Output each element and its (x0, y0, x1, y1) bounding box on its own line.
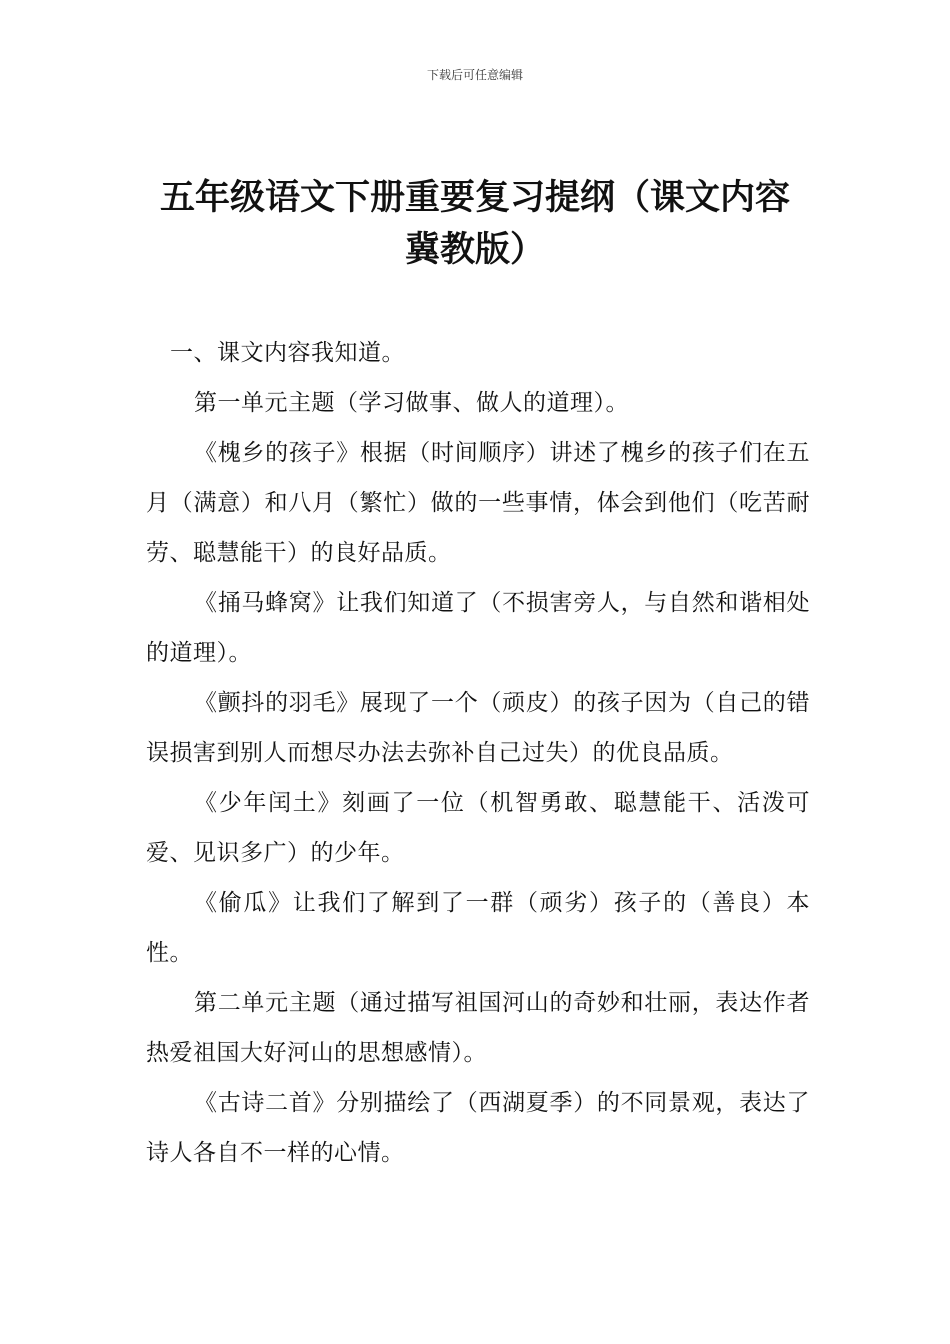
paragraph: 《少年闰土》刻画了一位（机智勇敢、聪慧能干、活泼可爱、见识多广）的少年。 (146, 790, 810, 866)
paragraph: 《颤抖的羽毛》展现了一个（顽皮）的孩子因为（自己的错误损害到别人而想尽办法去弥补自己过失）的优良品质。 (146, 690, 810, 766)
paragraph: 《槐乡的孩子》根据（时间顺序）讲述了槐乡的孩子们在五月（满意）和八月（繁忙）做的一些事情，体会到他们（吃苦耐劳、聪慧能干）的良好品质。 (146, 440, 810, 566)
paragraph: 第二单元主题（通过描写祖国河山的奇妙和壮丽，表达作者热爱祖国大好河山的思想感情）。 (146, 990, 810, 1066)
section-heading: 一、课文内容我知道。 (170, 340, 405, 366)
header-note: 下载后可任意编辑 (426, 68, 523, 82)
paragraph: 《古诗二首》分别描绘了（西湖夏季）的不同景观，表达了诗人各自不一样的心情。 (146, 1090, 810, 1166)
document-body (146, 328, 810, 1178)
paragraph: 《捅马蜂窝》让我们知道了（不损害旁人，与自然和谐相处的道理）。 (146, 590, 810, 666)
paragraph: 《偷瓜》让我们了解到了一群（顽劣）孩子的（善良）本性。 (146, 890, 810, 966)
paragraph: 第一单元主题（学习做事、做人的道理）。 (194, 390, 629, 416)
title-line-1: 五年级语文下册重要复习提纲（课文内容 (159, 178, 790, 218)
title-line-2: 冀教版） (404, 230, 545, 270)
document-title (140, 172, 810, 276)
